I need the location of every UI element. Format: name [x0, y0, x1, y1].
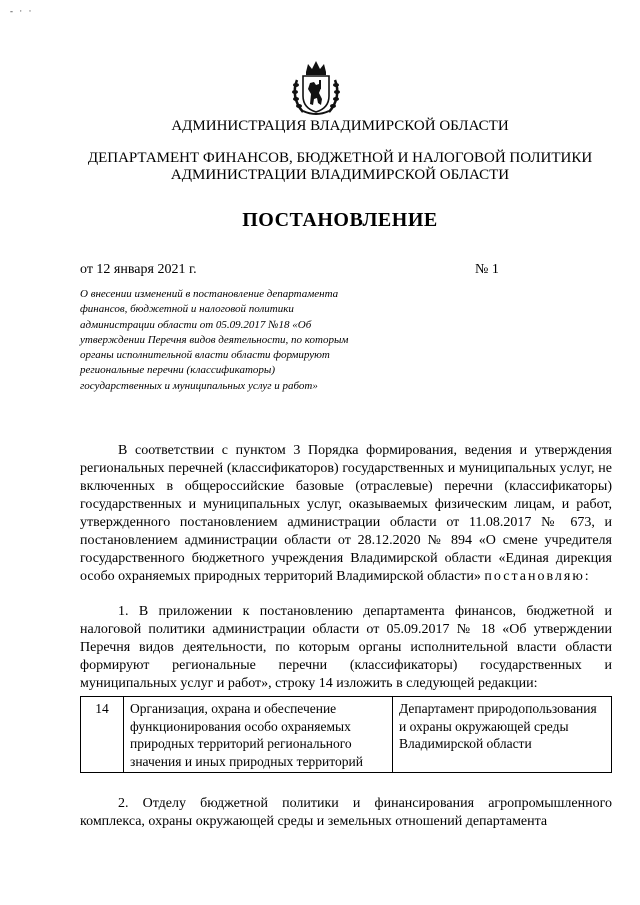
- item-2-paragraph: 2. Отделу бюджетной политики и финансирования агропромышленного комплекса, охраны окружающей среды и земельных отношений департамента: [80, 796, 612, 829]
- amendment-table: [80, 696, 612, 773]
- department-name: [60, 150, 620, 184]
- coat-of-arms-emblem: [291, 58, 341, 118]
- preamble-paragraph: [80, 442, 612, 586]
- document-subject: О внесении изменений в постановление департамента финансов, бюджетной и налоговой политики администрации области от 05.09.2017 №18 «Об утверждении Перечня видов деятельности, по которым органы исполнительной власти области формируют региональные перечни (классификаторы) государственных и муниципальных услуг и работ»: [80, 288, 349, 392]
- document-date: от 12 января 2021 г.: [80, 262, 197, 277]
- preamble-text: В соответствии с пунктом 3 Порядка формирования, ведения и утверждения региональных перечней (классификаторов) государственных и муниципальных услуг, не включенных в общероссийские базовые (отраслевые) перечни (классификаторы) государственных и муниципальных услуг, оказываемых физическим лицам, и работ, утвержденного постановлением администрации области от 11.08.2017 № 673, и постановлением администрации области от 28.12.2020 № 894 «О смене учредителя государственного бюджетного учреждения Владимирской области «Единая дирекция особо охраняемых природных территорий Владимирской области»: [80, 443, 612, 584]
- department-line-2: АДМИНИСТРАЦИИ ВЛАДИМИРСКОЙ ОБЛАСТИ: [170, 167, 510, 183]
- row-number-cell: 14: [81, 697, 124, 773]
- scan-corner-mark: - · ·: [10, 6, 34, 16]
- table-row: [81, 697, 612, 773]
- document-number: № 1: [475, 262, 499, 277]
- decree-word: постановляю:: [484, 569, 591, 584]
- activity-cell: Организация, охрана и обеспечение функционирования особо охраняемых природных территорий регионального значения и иных природных территорий: [124, 697, 393, 773]
- document-type-title: ПОСТАНОВЛЕНИЕ: [242, 209, 438, 231]
- item-1-paragraph: 1. В приложении к постановлению департамента финансов, бюджетной и налоговой политики администрации области от 05.09.2017 № 18 «Об утверждении Перечня видов деятельности, по которым органы исполнительной власти области формируют региональные перечни (классификаторы) государственных и муниципальных услуг и работ», строку 14 изложить в следующей редакции:: [80, 604, 612, 691]
- organization-name: АДМИНИСТРАЦИЯ ВЛАДИМИРСКОЙ ОБЛАСТИ: [171, 118, 509, 134]
- authority-cell: Департамент природопользования и охраны окружающей среды Владимирской области: [393, 697, 612, 773]
- department-line-1: ДЕПАРТАМЕНТ ФИНАНСОВ, БЮДЖЕТНОЙ И НАЛОГОВОЙ ПОЛИТИКИ: [87, 150, 593, 166]
